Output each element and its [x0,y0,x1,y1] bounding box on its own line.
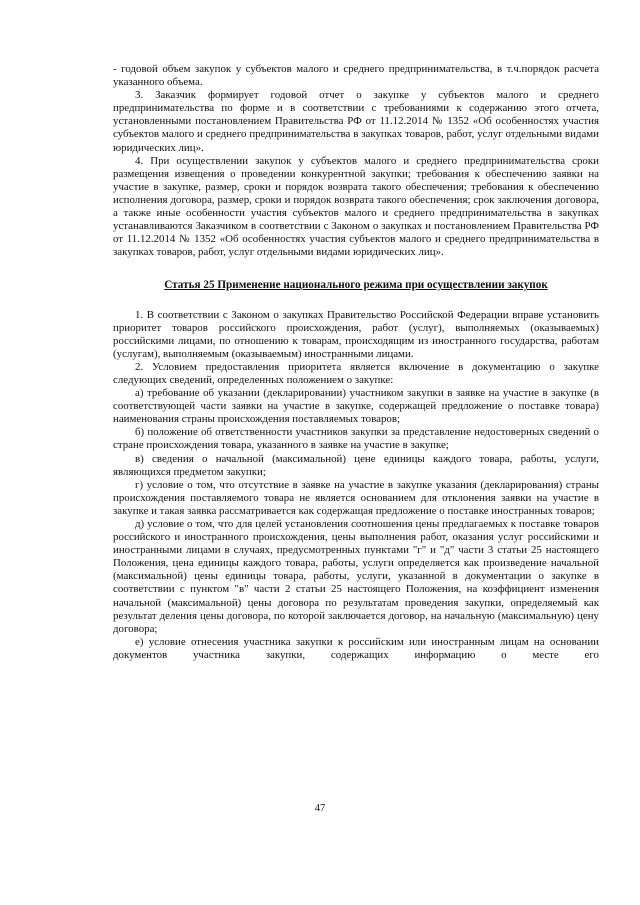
paragraph-3: 3. Заказчик формирует годовой отчет о закупке у субъектов малого и среднего предпринимательства по форме и в соответствии с требованиями к содержанию этого отчета, установленными постановлением Правительства РФ от 11.12.2014 № 1352 «Об особенностях участия субъектов малого и среднего предпринимательства в закупках товаров, работ, услуг отдельными видами юридических лиц». [113,89,599,154]
article-item-b: б) положение об ответственности участников закупки за представление недостоверных сведений о стране происхождения товара, указанного в заявке на участие в закупке; [113,426,599,452]
article-item-v: в) сведения о начальной (максимальной) цене единицы каждого товара, работы, услуги, являющихся предметом закупки; [113,452,599,478]
article-item-g: г) условие о том, что отсутствие в заявке на участие в закупке указания (декларирования) страны происхождения поставляемого товара не является основанием для отклонения заявки на участие в закупке и такая заявка рассматривается как содержащая предложение о поставке иностранных товаров; [113,478,599,517]
article-item-e: е) условие отнесения участника закупки к российским или иностранным лицам на основании документов участника закупки, содержащих информацию о месте его [113,635,599,661]
page-number: 47 [314,803,326,814]
article-item-a: а) требование об указании (декларировании) участником закупки в заявке на участие в закупке (в соответствующей части заявки на участие в закупке, содержащей предложение о поставке товара) наименования страны происхождения поставляемых товаров; [113,387,599,426]
paragraph-4: 4. При осуществлении закупок у субъектов малого и среднего предпринимательства сроки размещения извещения о проведении конкурентной закупки; требования к обеспечению заявки на участие в закупке, размер, сроки и порядок возврата такого обеспечения; требования к обеспечению исполнения договора, размер, сроки и порядок возврата такого обеспечения; срок заключения договора, а также иные особенности участия субъектов малого и среднего предпринимательства в закупках устанавливаются Заказчиком в соответствии с Законом о закупках и постановлением Правительства РФ от 11.12.2014 № 1352 «Об особенностях участия субъектов малого и среднего предпринимательства в закупках товаров, работ, услуг отдельными видами юридических лиц». [113,154,599,259]
article-heading: Статья 25 Применение национального режима при осуществлении закупок [164,279,548,292]
article-item-d: д) условие о том, что для целей установления соотношения цены предлагаемых к поставке товаров российского и иностранного происхождения, цены выполнения работ, оказания услуг российскими и иностранными лицами в случаях, предусмотренных пунктами "г" и "д" части 3 статьи 25 настоящего Положения, цена единицы каждого товара, работы, услуги определяется как произведение начальной (максимальной) цены единицы товара, работы, услуги, указанной в документации о закупке в соответствии с пунктом "в" части 2 статьи 25 настоящего Положения, на коэффициент изменения начальной (максимальной) цены договора по результатам проведения закупки, определяемый как результат деления цены договора, по которой заключается договор, на начальную (максимальную) цену договора; [113,518,599,635]
article-paragraph-2: 2. Условием предоставления приоритета является включение в документацию о закупке следующих сведений, определенных положением о закупке: [113,360,599,386]
page-content [113,63,599,662]
paragraph-list-item: - годовой объем закупок у субъектов малого и среднего предпринимательства, в т.ч.порядок расчета указанного объема. [113,63,599,89]
article-paragraph-1: 1. В соответствии с Законом о закупках Правительство Российской Федерации вправе установить приоритет товаров российского происхождения, работ (услуг), выполняемых (оказываемых) российскими лицами, по отношению к товарам, происходящим из иностранного государства, работам (услугам), выполняемым (оказываемым) иностранными лицами. [113,308,599,360]
